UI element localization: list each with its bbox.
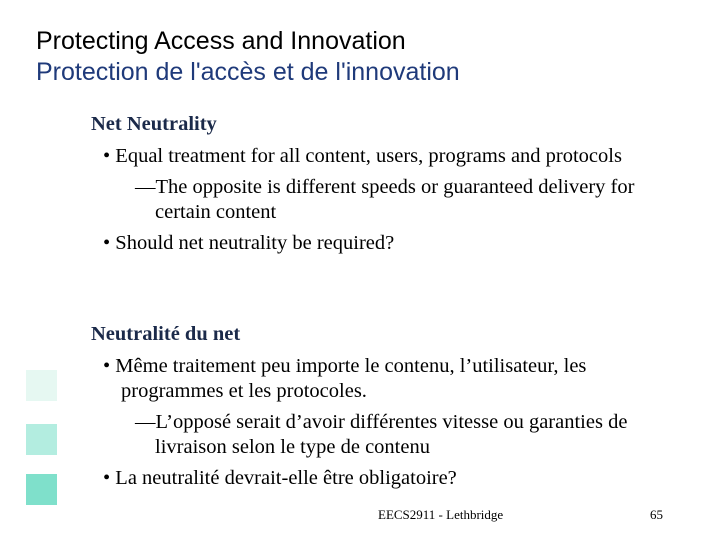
sub-bullet-oppose: —L’opposé serait d’avoir différentes vitesse ou garanties de livraison selon le type de contenu — [135, 411, 628, 458]
bullet-meme-traitement: • Même traitement peu importe le contenu, l’utilisateur, les programmes et les protocoles. — [103, 355, 587, 402]
slide-title — [36, 26, 460, 88]
english-section — [91, 112, 651, 256]
bullet-obligatoire: • La neutralité devrait-elle être obligatoire? — [103, 467, 457, 489]
footer-page-number: 65 — [650, 507, 663, 522]
bullet-equal-treatment: • Equal treatment for all content, users, programs and protocols — [103, 145, 622, 167]
decor-square-medium — [26, 424, 57, 455]
heading-neutralite-du-net: Neutralité du net — [91, 323, 241, 345]
title-french: Protection de l'accès et de l'innovation — [36, 58, 460, 86]
decor-square-light — [26, 370, 57, 401]
heading-net-neutrality: Net Neutrality — [91, 113, 217, 135]
decor-square-dark — [26, 474, 57, 505]
french-section — [91, 322, 661, 491]
bullet-should-be-required: • Should net neutrality be required? — [103, 232, 395, 254]
footer-course: EECS2911 - Lethbridge — [378, 507, 504, 522]
title-english: Protecting Access and Innovation — [36, 27, 406, 55]
sub-bullet-opposite: —The opposite is different speeds or guaranteed delivery for certain content — [135, 176, 635, 223]
